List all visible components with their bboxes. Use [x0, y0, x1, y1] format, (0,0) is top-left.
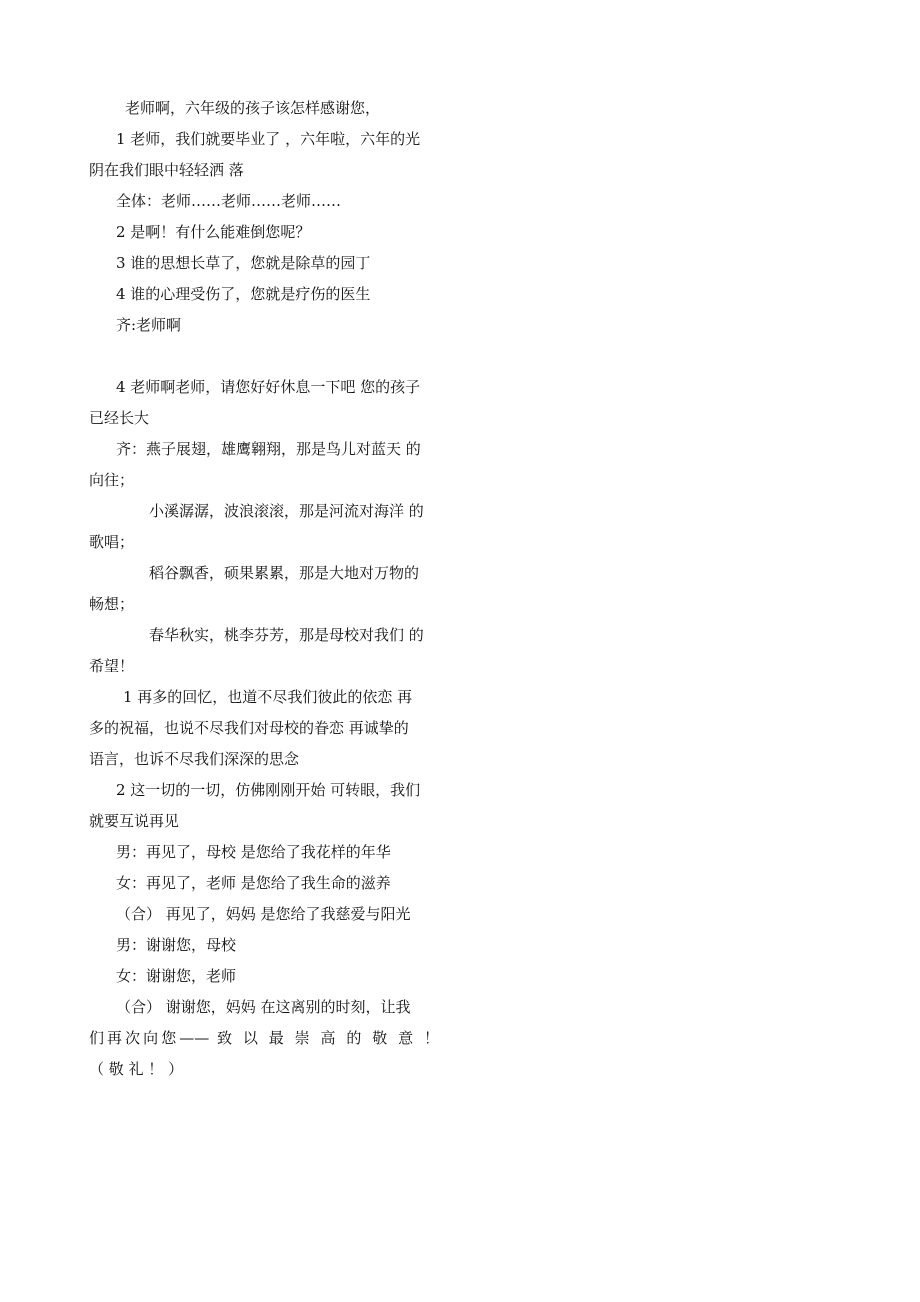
text-line: 春华秋实，桃李芬芳，那是母校对我们 的 — [149, 626, 424, 644]
text-line: 语言，也诉不尽我们深深的思念 — [89, 750, 300, 768]
text-line: （ 敬 礼 ！ ） — [89, 1060, 184, 1078]
text-line: 稻谷飘香，硕果累累，那是大地对万物的 — [149, 564, 420, 582]
text-line: 女：再见了，老师 是您给了我生命的滋养 — [116, 874, 391, 892]
text-line: 1 老师，我们就要毕业了 ，六年啦，六年的光 — [116, 130, 421, 148]
text-line: 阴在我们眼中轻轻洒 落 — [89, 161, 244, 179]
text-line: 1 再多的回忆，也道不尽我们彼此的依恋 再 — [123, 688, 413, 706]
text-line: 2 是啊！有什么能难倒您呢？ — [116, 223, 311, 241]
text-line: 们再次向您—— 致 以 最 崇 高 的 敬 意 ！ — [89, 1029, 439, 1047]
text-line: （合） 谢谢您，妈妈 在这离别的时刻，让我 — [116, 998, 411, 1016]
text-line: 畅想； — [89, 595, 135, 613]
text-line: 希望！ — [89, 657, 135, 675]
text-line: 歌唱； — [89, 533, 135, 551]
text-line: 4 谁的心理受伤了，您就是疗伤的医生 — [116, 285, 371, 303]
text-line: 老师啊，六年级的孩子该怎样感谢您， — [125, 99, 381, 117]
text-line: 全体：老师……老师……老师…… — [116, 192, 342, 210]
text-line: 多的祝福，也说不尽我们对母校的眷恋 再诚挚的 — [89, 719, 409, 737]
text-line: 4 老师啊老师，请您好好休息一下吧 您的孩子 — [116, 378, 421, 396]
text-line: 男：谢谢您，母校 — [116, 936, 237, 954]
text-line: 齐:老师啊 — [116, 316, 182, 334]
text-line: 女：谢谢您，老师 — [116, 967, 237, 985]
text-line: （合） 再见了，妈妈 是您给了我慈爱与阳光 — [116, 905, 411, 923]
text-line: 小溪潺潺，波浪滚滚，那是河流对海洋 的 — [149, 502, 424, 520]
text-line: 男：再见了，母校 是您给了我花样的年华 — [116, 843, 391, 861]
text-line: 向往； — [89, 471, 135, 489]
text-line: 2 这一切的一切，仿佛刚刚开始 可转眼，我们 — [116, 781, 421, 799]
text-line: 已经长大 — [89, 409, 150, 427]
text-line: 3 谁的思想长草了，您就是除草的园丁 — [116, 254, 371, 272]
text-line: 就要互说再见 — [89, 812, 180, 830]
text-line: 齐：燕子展翅，雄鹰翱翔，那是鸟儿对蓝天 的 — [116, 440, 421, 458]
